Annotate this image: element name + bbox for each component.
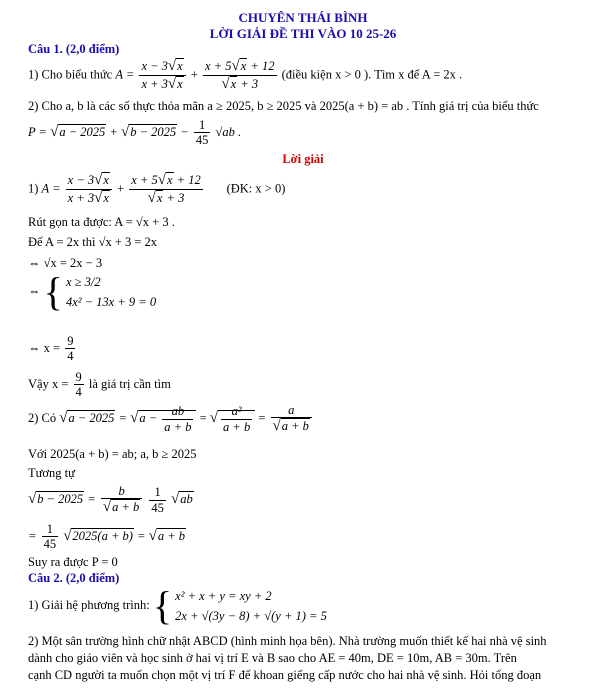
cau1-q1-frac1: $\frac{x - 3√x}{x + 3√x}$ xyxy=(139,58,185,94)
sol1-x: ⇔ x = $\frac{9}{4}$ xyxy=(28,334,74,364)
cau1-q1: 1) Cho biểu thức A = $\frac{x - 3√x}{x + 3√x}$ + $\frac{x + 5√x + 12}{√x + 3}$ (điều kiện x > 0 ). Tìm x để A = 2x . xyxy=(28,58,463,93)
cau1-q2-expr: P = √a − 2025 + √b − 2025 − $\frac{1}{45}$ √ab . xyxy=(28,118,242,148)
cau1-q1-prefix: 1) Cho biểu thức xyxy=(28,67,113,82)
sol1-system: ⇔ { x ≥ 3/2 4x² − 13x + 9 = 0 xyxy=(28,269,157,314)
sol1-de: Để A = 2x thì √x + 3 = 2x xyxy=(28,235,158,249)
cau1-heading: Câu 1. (2,0 điểm) xyxy=(28,42,120,56)
cau2-heading: Câu 2. (2,0 điểm) xyxy=(28,571,120,585)
sol2-tuong-tu: Tương tự xyxy=(28,466,75,480)
cau2-q2-line2: dành cho giáo viên và học sinh ở hai vị trí E và B sao cho AE = 40m, DE = 10m, AB = 30m. Trên xyxy=(28,651,517,665)
sol1-cond: (ĐK: x > 0) xyxy=(226,181,286,196)
solution-heading: Lời giải xyxy=(282,152,324,166)
cau1-q1-cond: (điều kiện x > 0 ). Tìm x để A = 2x . xyxy=(281,67,463,82)
doc-title-school: CHUYÊN THÁI BÌNH xyxy=(238,10,368,25)
cau2-q2-line3: cạnh CD người ta muốn chọn một vị trí F để khoan giếng cấp nước cho hai nhà vệ sinh. Hỏi tổng đoạn xyxy=(28,668,542,682)
sol2-expr: 2) Có √a − 2025 = √a − $\frac{ab}{a + b}$ = √ $\frac{\text{a²}}{a + b}$ = $\frac{a}{√a + b}$ xyxy=(28,403,314,436)
doc-title-solution: LỜI GIẢI ĐỀ THI VÀO 10 25-26 xyxy=(209,26,397,41)
sol1-sys-line2: 4x² − 13x + 9 = 0 xyxy=(65,295,157,309)
cau2-eq2: 2x + √(3y − 8) + √(y + 1) = 5 xyxy=(175,609,327,623)
sol2-final-expr: = $\frac{1}{45}$ √2025(a + b) = √a + b xyxy=(28,522,186,552)
cau1-q1-frac2: $\frac{x + 5√x + 12}{√x + 3}$ xyxy=(205,58,275,93)
sol1-rut-gon: Rút gọn ta được: A = √x + 3 . xyxy=(28,215,175,229)
cau2-q2-line1: 2) Một sân trường hình chữ nhật ABCD (hình minh họa bên). Nhà trường muốn thiết kế hai nhà vệ sinh xyxy=(28,634,547,648)
sol1-expr: 1) A = $\frac{x - 3√x}{x + 3√x}$ + $\frac{x + 5√x + 12}{√x + 3}$ (ĐK: x > 0) xyxy=(28,172,286,207)
cau2-q1: 1) Giải hệ phương trình: { x² + x + y = xy + 2 2x + √(3y − 8) + √(y + 1) = 5 xyxy=(28,583,327,628)
cau1-q2-text: 2) Cho a, b là các số thực thỏa mãn a ≥ 2025, b ≥ 2025 và 2025(a + b) = ab . Tính giá trị của biểu thức xyxy=(28,99,539,113)
sol1-sys-line1: x ≥ 3/2 xyxy=(65,275,101,289)
sol2-b-expr: √b − 2025 = $\frac{b}{√a + b}$ $\frac{1}{45}$ √ab xyxy=(28,484,193,516)
sol2-voi: Với 2025(a + b) = ab; a, b ≥ 2025 xyxy=(28,447,197,461)
sol1-conclusion: Vậy x = $\frac{9}{4}$ là giá trị cần tìm xyxy=(28,370,171,400)
cau2-eq1: x² + x + y = xy + 2 xyxy=(175,589,272,603)
sol2-suy-ra: Suy ra được P = 0 xyxy=(28,555,118,569)
sol1-step1: ⇔ √x = 2x − 3 xyxy=(28,256,103,270)
